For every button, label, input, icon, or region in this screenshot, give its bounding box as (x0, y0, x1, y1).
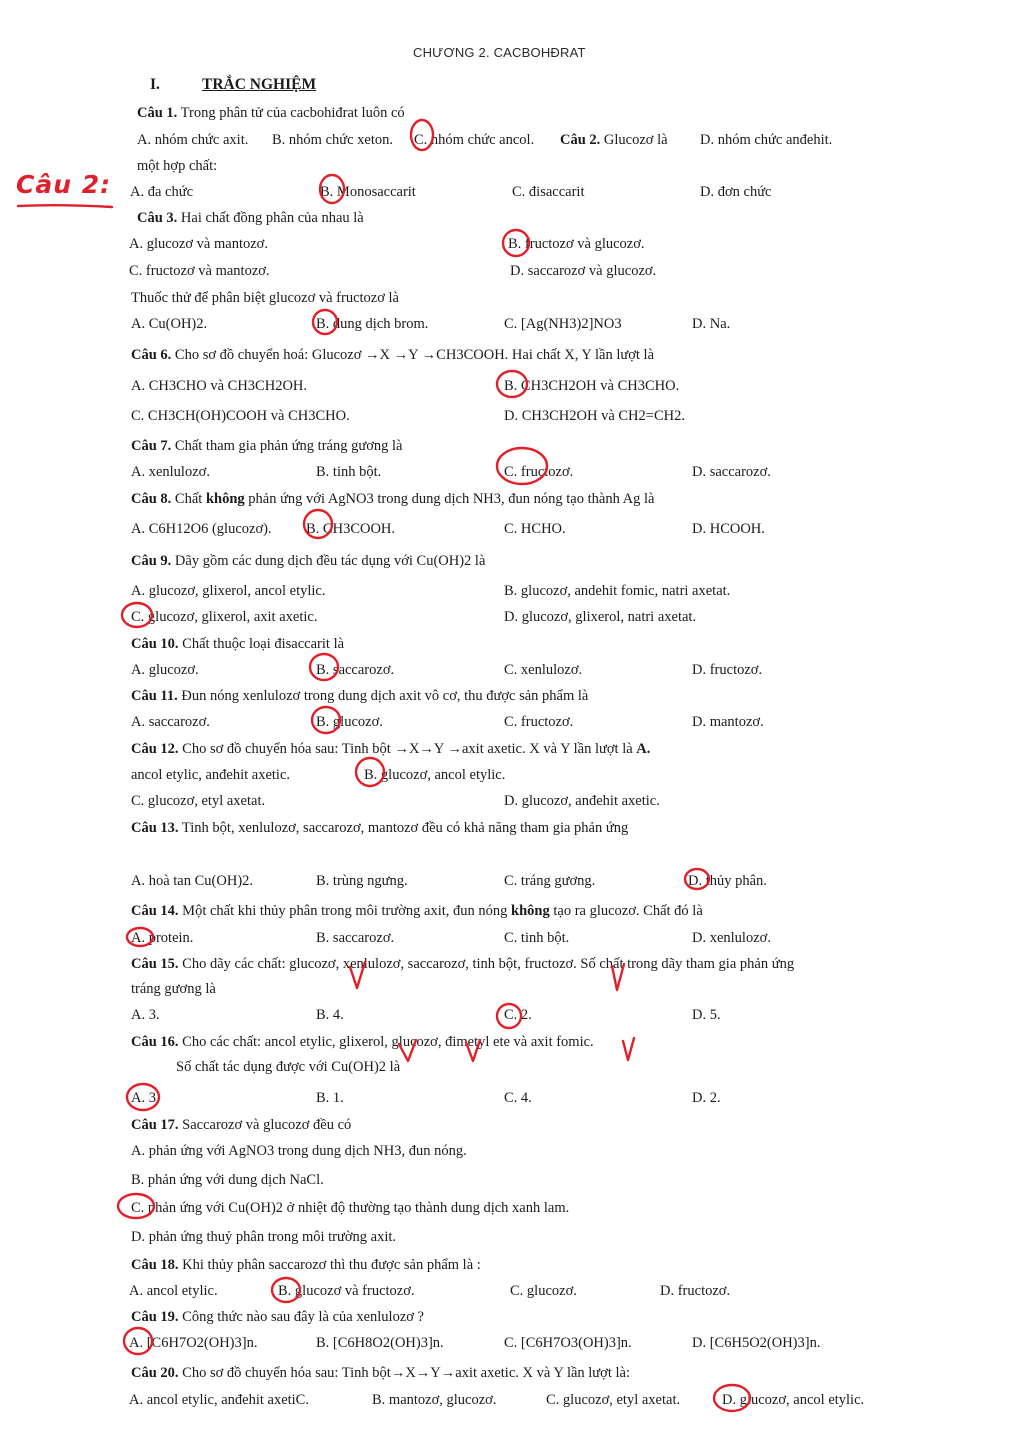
check-mark (466, 1040, 480, 1061)
answer-circle-q6-b (497, 371, 527, 397)
question-17-option-c: C. phản ứng với Cu(OH)2 ở nhiệt độ thường tạo thành dung dịch xanh lam. (131, 1200, 570, 1216)
question-13-stem: Câu 13. Tinh bột, xenlulozơ, saccarozơ, mantozơ đều có khả năng tham gia phản ứng (131, 820, 629, 836)
question-17-option-b: B. phản ứng với dung dịch NaCl. (131, 1172, 324, 1188)
question-2-option-b: B. Monosaccarit (320, 184, 416, 200)
question-20-option-a: A. ancol etylic, anđehit axetiC. (129, 1392, 309, 1408)
question-3-option-c: C. fructozơ và mantozơ. (129, 263, 270, 279)
answer-circle-q17-c (118, 1194, 154, 1218)
question-18-option-d: D. fructozơ. (660, 1283, 731, 1299)
question-10-option-d: D. fructozơ. (692, 662, 763, 678)
question-4-option-b: B. dung dịch brom. (316, 316, 429, 332)
question-15-option-c: C. 2. (504, 1007, 532, 1023)
question-19-option-c: C. [C6H7O3(OH)3]n. (504, 1335, 632, 1351)
question-1-option-d: D. nhóm chức anđehit. (700, 132, 833, 148)
question-11-option-a: A. saccarozơ. (131, 714, 210, 730)
question-6-stem: Câu 6. Cho sơ đồ chuyển hoá: Glucozơ →X →Y →CH3COOH. Hai chất X, Y lần lượt là (131, 347, 655, 363)
answer-circle-q1-c (411, 120, 433, 150)
check-mark (399, 1040, 416, 1061)
handwritten-question-label: Câu 2: (16, 170, 112, 199)
question-19-option-a: A. [C6H7O2(OH)3]n. (129, 1335, 258, 1351)
answer-circle-q3-b (503, 230, 529, 256)
question-18-option-b: B. glucozơ và fructozơ. (278, 1283, 415, 1299)
question-19-stem: Câu 19. Công thức nào sau đây là của xenlulozơ ? (131, 1309, 424, 1325)
question-15-option-d: D. 5. (692, 1007, 721, 1023)
question-8-option-a: A. C6H12O6 (glucozơ). (131, 521, 272, 537)
question-8-option-c: C. HCHO. (504, 521, 566, 537)
question-7-option-b: B. tinh bột. (316, 464, 382, 480)
question-10-option-b: B. saccarozơ. (316, 662, 395, 678)
question-13-option-d: D. thủy phân. (688, 873, 767, 889)
question-20-option-b: B. mantozơ, glucozơ. (372, 1392, 497, 1408)
question-2-option-d: D. đơn chức (700, 184, 772, 200)
question-3-option-a: A. glucozơ và mantozơ. (129, 236, 268, 252)
question-2-stem: Câu 2. Glucozơ là (560, 132, 668, 148)
question-10-option-c: C. xenlulozơ. (504, 662, 583, 678)
question-19-option-b: B. [C6H8O2(OH)3]n. (316, 1335, 444, 1351)
question-9-option-d: D. glucozơ, glixerol, natri axetat. (504, 609, 697, 625)
question-9-stem: Câu 9. Dãy gồm các dung dịch đều tác dụng với Cu(OH)2 là (131, 553, 486, 569)
question-20-stem: Câu 20. Cho sơ đồ chuyển hóa sau: Tinh bột→X→Y→axit axetic. X và Y lần lượt là: (131, 1365, 630, 1381)
question-6-option-c: C. CH3CH(OH)COOH và CH3CHO. (131, 408, 350, 424)
answer-circle-q9-c (122, 603, 152, 627)
question-4-stem: Thuốc thử để phân biệt glucozơ và fructozơ là (131, 290, 399, 306)
question-8-stem: Câu 8. Chất không phản ứng với AgNO3 trong dung dịch NH3, đun nóng tạo thành Ag là (131, 491, 655, 507)
question-15-option-a: A. 3. (131, 1007, 160, 1023)
answer-circle-q13-d (685, 869, 709, 889)
question-10-option-a: A. glucozơ. (131, 662, 199, 678)
answer-circle-q20-d (714, 1385, 750, 1411)
question-9-option-b: B. glucozơ, andehit fomic, natri axetat. (504, 583, 731, 599)
question-18-stem: Câu 18. Khi thủy phân saccarozơ thì thu được sản phẩm là : (131, 1257, 481, 1273)
question-1-stem: Câu 1. Trong phân tử của cacbohiđrat luôn có (137, 105, 405, 121)
answer-circle-q15-c (497, 1004, 521, 1028)
question-12-option-d: D. glucozơ, anđehit axetic. (504, 793, 660, 809)
question-17-stem: Câu 17. Saccarozơ và glucozơ đều có (131, 1117, 352, 1133)
question-18-option-a: A. ancol etylic. (129, 1283, 218, 1299)
question-11-option-d: D. mantozơ. (692, 714, 764, 730)
question-14-stem: Câu 14. Một chất khi thủy phân trong môi trường axit, đun nóng không tạo ra glucozơ. Chất đó là (131, 903, 703, 919)
question-3-stem: Câu 3. Hai chất đồng phân của nhau là (137, 210, 364, 226)
question-20-option-c: C. glucozơ, etyl axetat. (546, 1392, 681, 1408)
question-4-option-d: D. Na. (692, 316, 731, 332)
question-6-option-b: B. CH3CH2OH và CH3CHO. (504, 378, 680, 394)
question-9-option-a: A. glucozơ, glixerol, ancol etylic. (131, 583, 326, 599)
check-mark (350, 962, 365, 988)
question-12-option-a: ancol etylic, anđehit axetic. (131, 767, 291, 783)
answer-circle-q16-a (127, 1084, 159, 1110)
question-7-option-c: C. fructozơ. (504, 464, 574, 480)
question-8-option-b: B. CH3COOH. (306, 521, 396, 537)
question-15-option-b: B. 4. (316, 1007, 344, 1023)
question-16-stem-cont: Số chất tác dụng được với Cu(OH)2 là (176, 1059, 401, 1075)
chapter-header: CHƯƠNG 2. CACBOHĐRAT (413, 45, 586, 60)
question-2-stem-cont: một hợp chất: (137, 158, 218, 174)
question-15-stem-cont: tráng gương là (131, 981, 216, 997)
question-14-option-a: A. protein. (131, 930, 194, 946)
question-7-stem: Câu 7. Chất tham gia phản ứng tráng gương là (131, 438, 403, 454)
answer-circle-q18-b (272, 1278, 300, 1302)
question-16-option-b: B. 1. (316, 1090, 344, 1106)
question-19-option-d: D. [C6H5O2(OH)3]n. (692, 1335, 821, 1351)
question-12-option-b: B. glucozơ, ancol etylic. (364, 767, 506, 783)
section-title: TRẮC NGHIỆM (202, 76, 317, 93)
answer-circle-q10-b (310, 654, 338, 680)
question-16-option-a: A. 3. (131, 1090, 160, 1106)
question-2-option-c: C. đisaccarit (512, 184, 585, 200)
answer-circle-q7-c (497, 448, 547, 484)
question-16-stem: Câu 16. Cho các chất: ancol etylic, glixerol, glucozơ, đimetyl ete và axit fomic. (131, 1034, 594, 1050)
question-2-option-a: A. đa chức (130, 184, 194, 200)
question-4-option-c: C. [Ag(NH3)2]NO3 (504, 316, 622, 332)
question-7-option-d: D. saccarozơ. (692, 464, 771, 480)
check-mark (623, 1038, 634, 1060)
underline-mark (18, 205, 112, 207)
question-14-option-d: D. xenlulozơ. (692, 930, 771, 946)
question-17-option-d: D. phản ứng thuỷ phân trong môi trường axit. (131, 1229, 397, 1245)
question-17-option-a: A. phản ứng với AgNO3 trong dung dịch NH3, đun nóng. (131, 1143, 467, 1159)
question-13-option-a: A. hoà tan Cu(OH)2. (131, 873, 254, 889)
question-14-option-b: B. saccarozơ. (316, 930, 395, 946)
question-10-stem: Câu 10. Chất thuộc loại đisaccarit là (131, 636, 345, 652)
question-1-option-c: C. nhóm chức ancol. (414, 132, 535, 148)
question-12-stem: Câu 12. Cho sơ đồ chuyển hóa sau: Tinh bột →X→Y →axit axetic. X và Y lần lượt là A. (131, 741, 651, 757)
question-1-option-a: A. nhóm chức axit. (137, 132, 249, 148)
answer-circle-q19-a (124, 1328, 152, 1354)
check-mark (612, 964, 624, 990)
answer-circle-q2-b (320, 175, 344, 203)
question-11-stem: Câu 11. Đun nóng xenlulozơ trong dung dịch axit vô cơ, thu được sản phẩm là (131, 688, 589, 704)
question-11-option-c: C. fructozơ. (504, 714, 574, 730)
answer-circle-q11-b (312, 707, 340, 733)
question-16-option-d: D. 2. (692, 1090, 721, 1106)
question-14-option-c: C. tinh bột. (504, 930, 570, 946)
question-20-option-d: D. glucozơ, ancol etylic. (722, 1392, 865, 1408)
answer-circle-q4-b (313, 310, 337, 334)
question-1-option-b: B. nhóm chức xeton. (272, 132, 394, 148)
question-13-option-c: C. tráng gương. (504, 873, 596, 889)
question-8-option-d: D. HCOOH. (692, 521, 765, 537)
question-18-option-c: C. glucozơ. (510, 1283, 577, 1299)
answer-circle-q14-a (127, 928, 153, 946)
question-6-option-d: D. CH3CH2OH và CH2=CH2. (504, 408, 685, 424)
question-3-option-d: D. saccarozơ và glucozơ. (510, 263, 657, 279)
section-number: I. (150, 76, 160, 93)
question-11-option-b: B. glucozơ. (316, 714, 383, 730)
question-15-stem: Câu 15. Cho dãy các chất: glucozơ, xenlulozơ, saccarozơ, tinh bột, fructozơ. Số chất trong dãy tham gia phản ứng (131, 956, 795, 972)
question-13-option-b: B. trùng ngưng. (316, 873, 408, 889)
answer-circle-q12-b (356, 758, 384, 786)
question-4-option-a: A. Cu(OH)2. (131, 316, 208, 332)
question-12-option-c: C. glucozơ, etyl axetat. (131, 793, 266, 809)
question-9-option-c: C. glucozơ, glixerol, axit axetic. (131, 609, 318, 625)
question-16-option-c: C. 4. (504, 1090, 532, 1106)
question-7-option-a: A. xenlulozơ. (131, 464, 210, 480)
question-6-option-a: A. CH3CHO và CH3CH2OH. (131, 378, 308, 394)
question-3-option-b: B. fructozơ và glucozơ. (508, 236, 645, 252)
answer-circle-q8-b (304, 510, 332, 538)
